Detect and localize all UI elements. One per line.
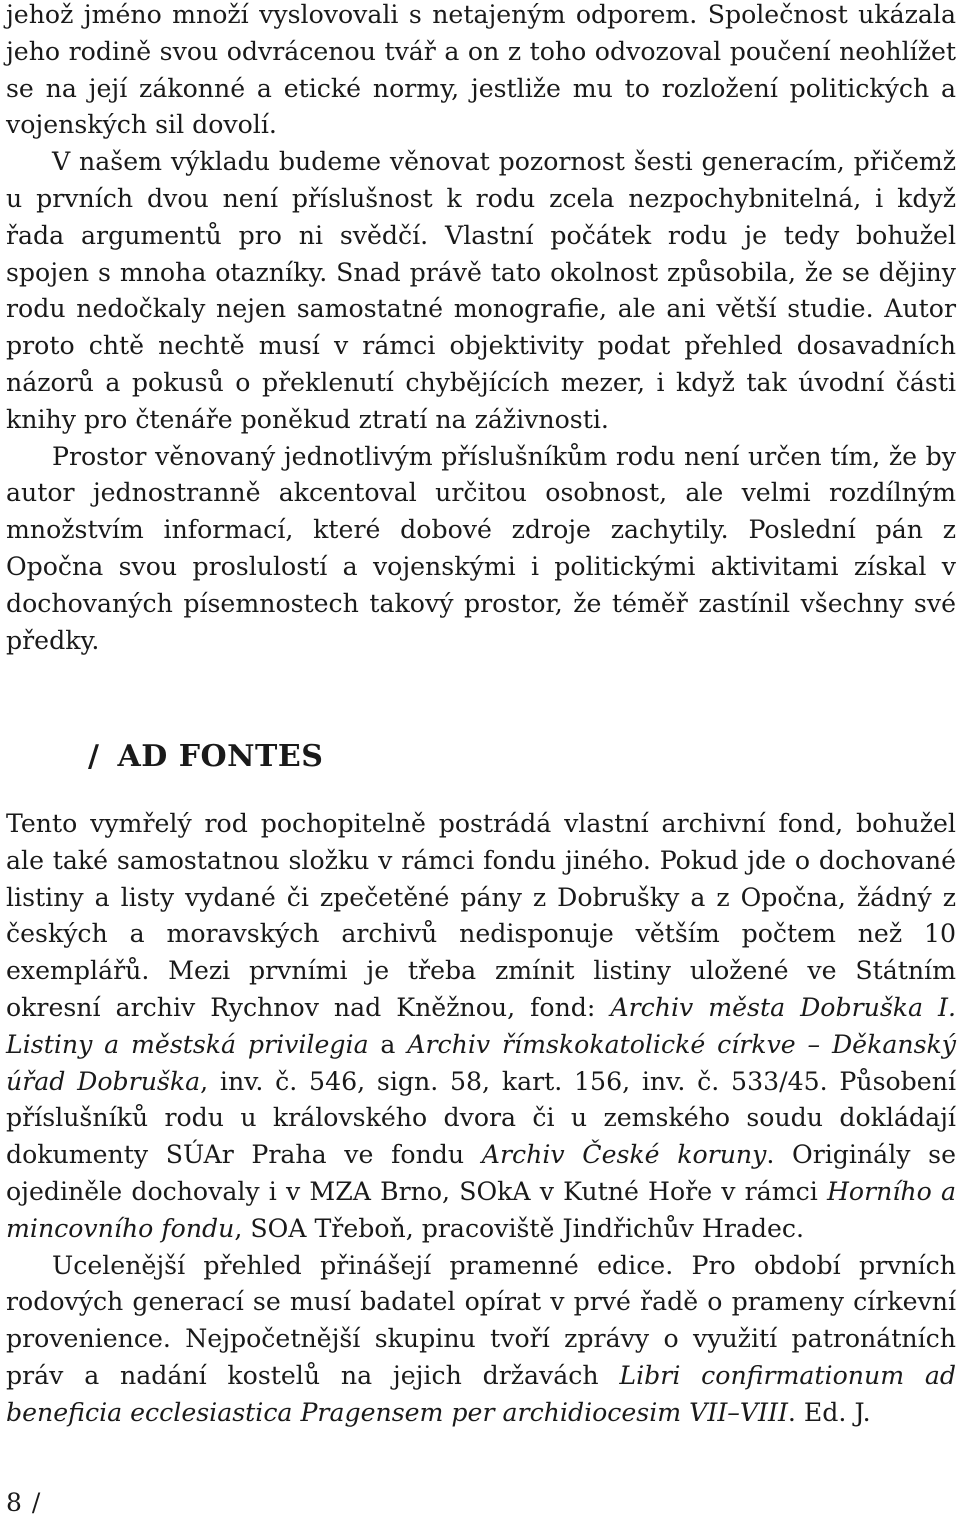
section-heading: [88, 739, 323, 774]
text-block-top: [6, 0, 956, 659]
page-folio: [6, 1488, 40, 1517]
folio-slash-marker: /: [31, 1488, 41, 1517]
text-run: . Ed. J.: [787, 1397, 871, 1427]
text-run: . Originály se ojediněle dochovaly i v MZA Brno, SOkA v Kutné Hoře v rámci: [6, 1140, 956, 1206]
italic-run: Horního a mincovního fondu: [6, 1176, 956, 1243]
heading-title: AD FONTES: [117, 739, 324, 774]
italic-run: Archiv České koruny: [481, 1140, 767, 1170]
text-run: , inv. č. 546, sign. 58, kart. 156, inv. č. 533/45. Působení příslušníků rodu u královského dvora či u zemského soudu dokládají dokumenty SÚAr Praha ve fondu: [6, 1066, 956, 1170]
text-run: a: [368, 1029, 408, 1059]
paragraph-archives: [6, 806, 956, 1248]
paragraph-generations: V našem výkladu budeme věnovat pozornost šesti generacím, přičemž u prvních dvou není příslušnost k rodu zcela nezpochybnitelná, i když řada argumentů pro ni svědčí. Vlastní počátek rodu je tedy bohužel spojen s mnoha otazníky. Snad právě tato okolnost způsobila, že se dějiny rodu nedočkaly nejen samostatné monografie, ale ani větší studie. Autor proto chtě nechtě musí v rámci objektivity podat přehled dosavadních názorů a pokusů o překlenutí chybějících mezer, i když tak úvodní části knihy pro čtenáře poněkud ztratí na záživnosti.: [6, 147, 956, 434]
italic-run: Libri confirmationum ad beneficia ecclesiastica Pragensem per archidiocesim VII–VIII: [6, 1360, 956, 1427]
text-run: Ucelenější přehled přinášejí pramenné edice. Pro období prvních rodových generací se musí badatel opírat v prvé řadě o prameny církevní provenience. Nejpočetnější skupinu tvoří zprávy o využití patronátních práv a nadání kostelů na jejich državách: [6, 1250, 956, 1390]
paragraph-editions: [6, 1248, 956, 1432]
italic-run: Archiv města Dobruška I. Listiny a městská privilegia: [6, 992, 956, 1059]
italic-run: Archiv římskokatolické církve – Děkanský úřad Dobruška: [6, 1029, 957, 1096]
text-run: Tento vymřelý rod pochopitelně postrádá vlastní archivní fond, bohužel ale také samostatnou složku v rámci fondu jiného. Pokud jde o dochované listiny a listy vydané či zpečetěné pány z Dobrušky a z Opočna, žádný z českých a moravských archivů nedisponuje větším počtem než 10 exemplářů. Mezi prvními je třeba zmínit listiny uložené ve Státním okresní archiv Rychnov nad Kněžnou, fond:: [6, 809, 956, 1022]
paragraph-space: Prostor věnovaný jednotlivým příslušníkům rodu není určen tím, že by autor jednostranně akcentoval určitou osobnost, ale velmi rozdílným množstvím informací, které dobové zdroje zachytily. Poslední pán z Opočna svou proslulostí a vojenskými i politickými aktivitami získal v dochovaných písemnostech takový prostor, že téměř zastínil všechny své předky.: [6, 441, 956, 655]
text-block-ad-fontes: [6, 806, 956, 1432]
heading-slash-marker: /: [88, 739, 100, 774]
text-run: , SOA Třeboň, pracoviště Jindřichův Hradec.: [234, 1213, 805, 1243]
page-number: 8: [6, 1488, 22, 1517]
paragraph-continuation: jehož jméno množí vyslovovali s netajeným odporem. Společnost ukázala jeho rodině svou odvrácenou tvář a on z toho odvozoval poučení neohlížet se na její zákonné a etické normy, jestliže mu to rozložení politických a vojenských sil dovolí.: [6, 0, 956, 140]
